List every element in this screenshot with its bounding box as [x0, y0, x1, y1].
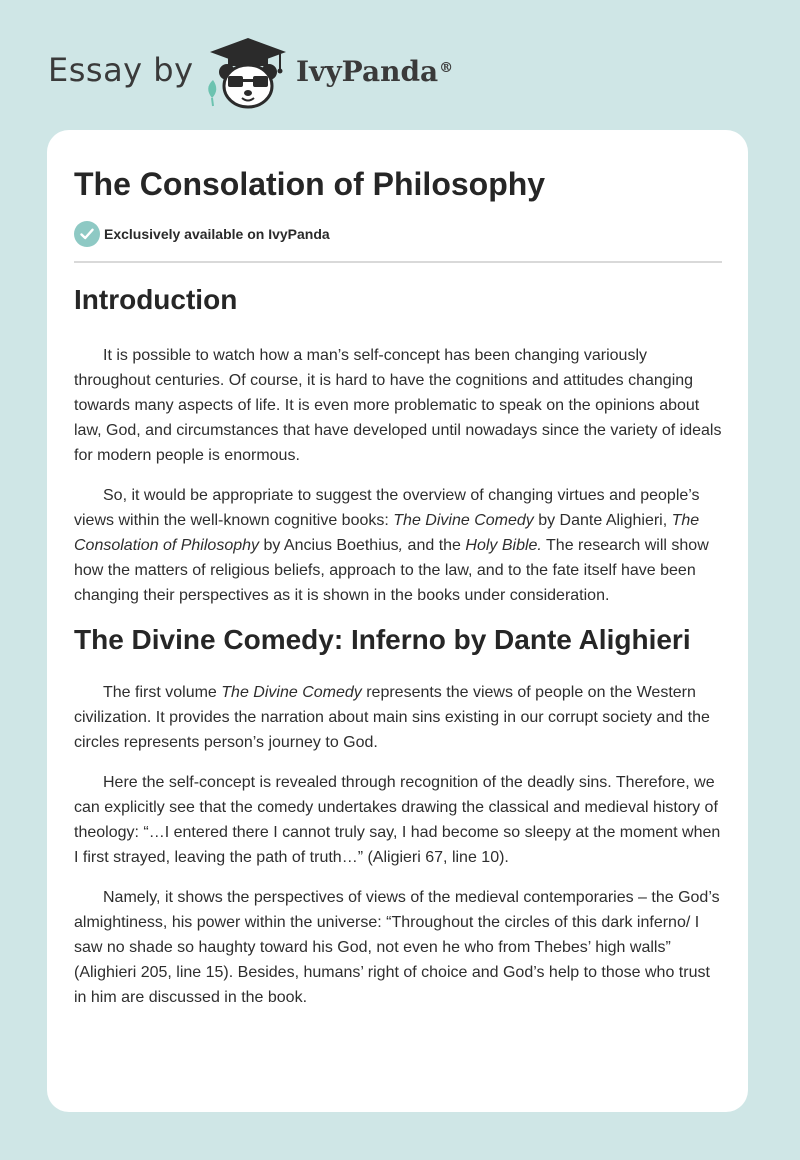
brand-name: IvyPanda	[296, 55, 439, 88]
registered-mark: ®	[439, 60, 454, 76]
book-title: The Divine Comedy	[221, 684, 362, 701]
book-title: The Divine Comedy	[393, 512, 534, 529]
paragraph: Namely, it shows the perspectives of views of the medieval contemporaries – the God’s almightiness, his power within the universe: “Throughout the circles of this dark inferno/ I saw no shade so haughty toward his God, not even he who from Thebes’ high walls” (Alighieri 205, line 15). Besides, humans’ right of choice and God’s help to those who trust in him are discussed in the book.	[74, 889, 720, 1006]
essay-by-label: Essay by	[48, 51, 194, 89]
exclusive-label: Exclusively available on IvyPanda	[104, 226, 330, 242]
book-title: Holy Bible.	[465, 537, 542, 554]
paragraph: Here the self-concept is revealed through recognition of the deadly sins. Therefore, we can explicitly see that the comedy undertakes drawing the classical and medieval history of theology: “…I entered there I cannot truly say, I had become so sleepy at the moment when I first strayed, leaving the path of truth…” (Aligieri 67, line 10).	[74, 774, 721, 866]
divider	[74, 261, 722, 263]
panda-graduate-icon[interactable]	[200, 36, 296, 110]
paragraph: It is possible to watch how a man’s self-concept has been changing variously throughout centuries. Of course, it is hard to have the cognitions and attitudes changing towards many aspects of life. It is even more problematic to speak on the opinions about law, God, and circumstances that have developed until nowadays since the variety of ideals for modern people is enormous.	[74, 347, 722, 464]
site-header	[0, 0, 800, 130]
check-icon	[74, 221, 100, 247]
page-title: The Consolation of Philosophy	[74, 166, 546, 202]
brand-logo[interactable]	[296, 54, 453, 90]
essay-card	[47, 130, 748, 1112]
section-heading-divine-comedy: The Divine Comedy: Inferno by Dante Alighieri	[74, 624, 691, 655]
paragraph: The first volume The Divine Comedy represents the views of people on the Western civilization. It provides the narration about main sins existing in our corrupt society and the circles represents person’s journey to God.	[74, 684, 710, 751]
book-title: The Consolation of Philosophy	[74, 512, 700, 554]
exclusive-badge	[74, 221, 330, 247]
section-heading-introduction: Introduction	[74, 284, 238, 315]
essay-body	[74, 282, 724, 1010]
paragraph: So, it would be appropriate to suggest the overview of changing virtues and people’s views within the well-known cognitive books: The Divine Comedy by Dante Alighieri, The Consolation of Philosophy by Ancius Boethius, and the Holy Bible. The research will show how the matters of religious beliefs, approach to the law, and to the fate itself have been changing their perspectives as it is shown in the books under consideration.	[74, 487, 709, 604]
